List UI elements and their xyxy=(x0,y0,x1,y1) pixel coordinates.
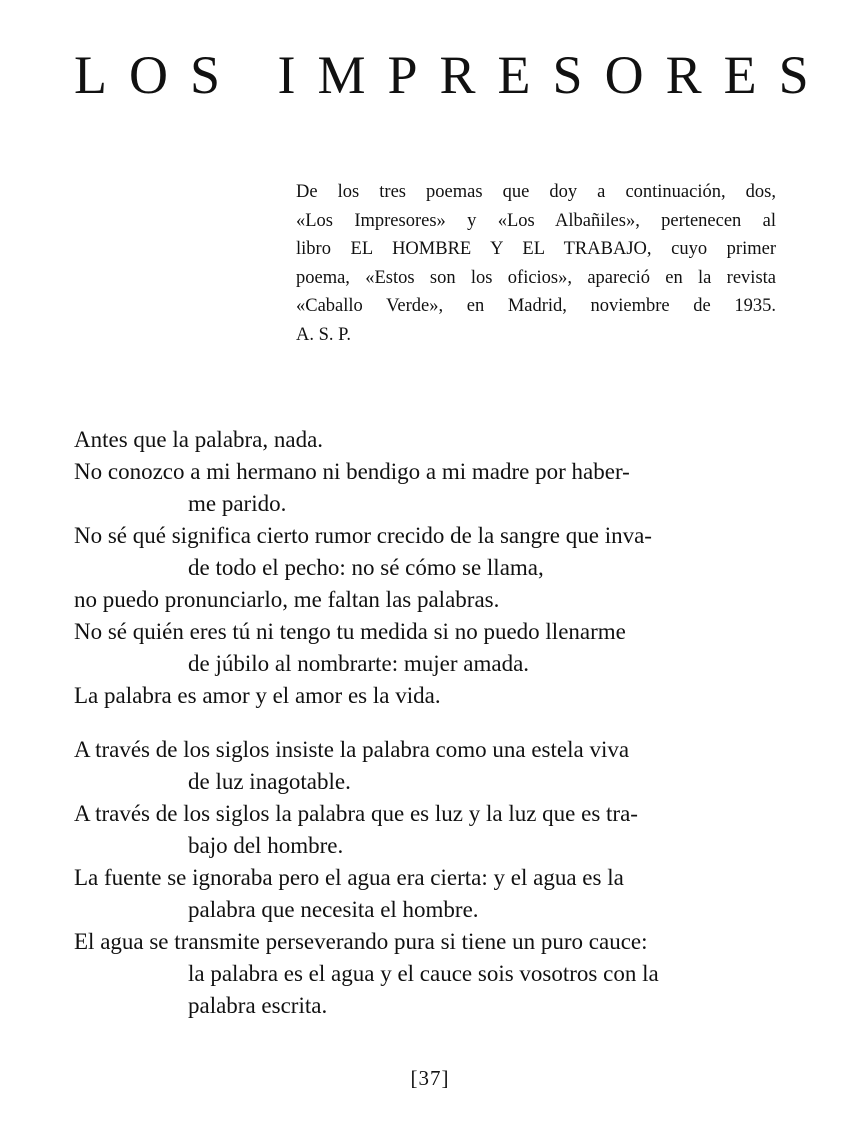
note-line: libro EL HOMBRE Y EL TRABAJO, cuyo primer xyxy=(296,239,776,259)
page-title: LOS IMPRESORES xyxy=(74,45,831,105)
verse-continuation: palabra que necesita el hombre. xyxy=(188,897,479,922)
note-line: «Caballo Verde», en Madrid, noviembre de 1935. xyxy=(296,296,776,316)
poem-body xyxy=(74,424,784,1044)
verse-line: no puedo pronunciarlo, me faltan las palabras. xyxy=(74,587,500,612)
verse-continuation: bajo del hombre. xyxy=(188,833,344,858)
verse-line: No conozco a mi hermano ni bendigo a mi madre por haber- xyxy=(74,459,630,484)
verse-line: A través de los siglos la palabra que es luz y la luz que es tra- xyxy=(74,801,638,826)
verse-continuation: palabra escrita. xyxy=(188,993,328,1018)
note-line: «Los Impresores» y «Los Albañiles», pertenecen al xyxy=(296,210,776,231)
stanza-1 xyxy=(74,424,784,712)
verse xyxy=(74,680,784,712)
verse-continuation: de júbilo al nombrarte: mujer amada. xyxy=(188,651,530,676)
verse xyxy=(74,456,784,520)
verse xyxy=(74,584,784,616)
verse-line: El agua se transmite perseverando pura si tiene un puro cauce: xyxy=(74,929,648,954)
verse-line: A través de los siglos insiste la palabra como una estela viva xyxy=(74,737,630,762)
verse-continuation: de todo el pecho: no sé cómo se llama, xyxy=(188,555,544,580)
verse xyxy=(74,424,784,456)
verse-line: No sé qué significa cierto rumor crecido de la sangre que inva- xyxy=(74,523,652,548)
verse-line: No sé quién eres tú ni tengo tu medida si no puedo llenarme xyxy=(74,619,626,644)
verse-line: Antes que la palabra, nada. xyxy=(74,427,324,452)
verse xyxy=(74,734,784,798)
verse xyxy=(74,862,784,926)
page-number: [37] xyxy=(410,1066,450,1090)
note-line: De los tres poemas que doy a continuación, dos, xyxy=(296,182,776,202)
verse xyxy=(74,520,784,584)
verse-continuation: de luz inagotable. xyxy=(188,769,351,794)
editorial-note xyxy=(296,178,776,349)
note-line: poema, «Estos son los oficios», apareció en la revista xyxy=(296,267,776,288)
note-signature: A. S. P. xyxy=(296,324,352,345)
verse xyxy=(74,798,784,862)
verse-continuation: la palabra es el agua y el cauce sois vosotros con la xyxy=(188,961,659,986)
stanza-2 xyxy=(74,734,784,1022)
verse-continuation: me parido. xyxy=(188,491,287,516)
verse-line: La fuente se ignoraba pero el agua era cierta: y el agua es la xyxy=(74,865,624,890)
verse xyxy=(74,926,784,1022)
verse-line: La palabra es amor y el amor es la vida. xyxy=(74,683,441,708)
verse xyxy=(74,616,784,680)
